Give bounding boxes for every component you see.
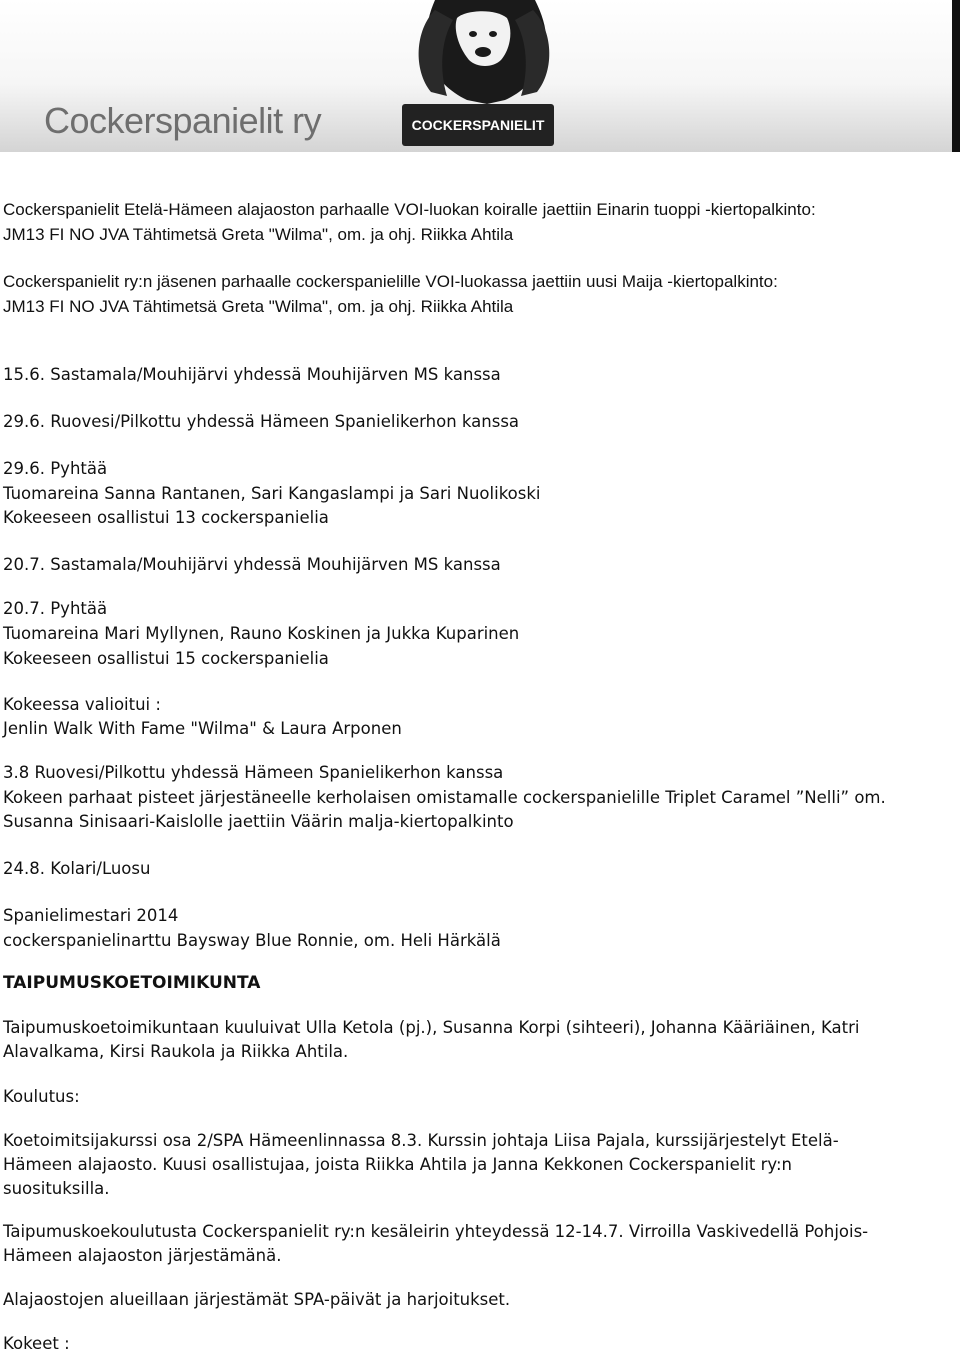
organization-logo-text: Cockerspanielit ry [44,100,322,141]
event-title: 29.6. Pyhtää [3,459,108,478]
event-prize-line: Susanna Sinisaari-Kaislolle jaettiin Väärin malja-kiertopalkinto [3,812,514,831]
event-count: Kokeeseen osallistui 15 cockerspanielia [3,649,329,668]
course-line: Koetoimitsijakurssi osa 2/SPA Hämeenlinnassa 8.3. Kurssin johtaja Liisa Pajala, kurssijärjestelyt Etelä- [3,1131,839,1150]
training-line: Taipumuskoekoulutusta Cockerspanielit ry:n kesäleirin yhteydessä 12-14.7. Virroilla Vaskivedellä Pohjois- [3,1222,869,1241]
event-judges: Tuomareina Mari Myllynen, Rauno Koskinen ja Jukka Kuparinen [3,624,520,643]
course-line: suosituksilla. [3,1179,110,1198]
committee-members: Alavalkama, Kirsi Raukola ja Riikka Ahtila. [3,1042,349,1061]
intro-line: Cockerspanielit Etelä-Hämeen alajaoston parhaalle VOI-luokan koiralle jaettiin Einarin tuoppi -kiertopalkinto: [3,200,816,219]
event-line: 29.6. Ruovesi/Pilkottu yhdessä Hämeen Spanielikerhon kanssa [3,412,520,431]
event-title: 20.7. Pyhtää [3,599,108,618]
intro-line: JM13 FI NO JVA Tähtimetsä Greta "Wilma", om. ja ohj. Riikka Ahtila [3,225,514,244]
intro-line: Cockerspanielit ry:n jäsenen parhaalle cockerspanielille VOI-luokassa jaettiin uusi Maija -kiertopalkinto: [3,272,778,291]
spa-days-line: Alajaostojen alueillaan järjestämät SPA-päivät ja harjoitukset. [3,1290,511,1309]
event-champion-label: Kokeessa valioitui : [3,695,161,714]
trials-label: Kokeet : [3,1334,70,1353]
intro-line: JM13 FI NO JVA Tähtimetsä Greta "Wilma", om. ja ohj. Riikka Ahtila [3,297,514,316]
event-judges: Tuomareina Sanna Rantanen, Sari Kangaslampi ja Sari Nuolikoski [3,484,541,503]
event-prize-line: Kokeen parhaat pisteet järjestäneelle kerholaisen omistamalle cockerspanielille Triplet Caramel ”Nelli” om. [3,788,886,807]
brand-badge-text: COCKERSPANIELIT [411,117,545,133]
event-count: Kokeeseen osallistui 13 cockerspanielia [3,508,329,527]
course-line: Hämeen alajaosto. Kuusi osallistujaa, joista Riikka Ahtila ja Janna Kekkonen Cockerspanielit ry:n [3,1155,792,1174]
section-heading: TAIPUMUSKOETOIMIKUNTA [3,973,261,993]
event-champion: Jenlin Walk With Fame "Wilma" & Laura Arponen [3,719,402,738]
training-line: Hämeen alajaoston järjestämänä. [3,1246,282,1265]
champion-title: Spanielimestari 2014 [3,906,179,925]
event-line: 20.7. Sastamala/Mouhijärvi yhdessä Mouhijärven MS kanssa [3,555,501,574]
event-line: 15.6. Sastamala/Mouhijärvi yhdessä Mouhijärven MS kanssa [3,365,501,384]
training-label: Koulutus: [3,1087,80,1106]
champion-line: cockerspanielinarttu Baysway Blue Ronnie, om. Heli Härkälä [3,931,501,950]
committee-members: Taipumuskoetoimikuntaan kuuluivat Ulla Ketola (pj.), Susanna Korpi (sihteeri), Johanna Kääriäinen, Katri [3,1018,860,1037]
event-line: 24.8. Kolari/Luosu [3,859,151,878]
event-title: 3.8 Ruovesi/Pilkottu yhdessä Hämeen Spanielikerhon kanssa [3,763,504,782]
